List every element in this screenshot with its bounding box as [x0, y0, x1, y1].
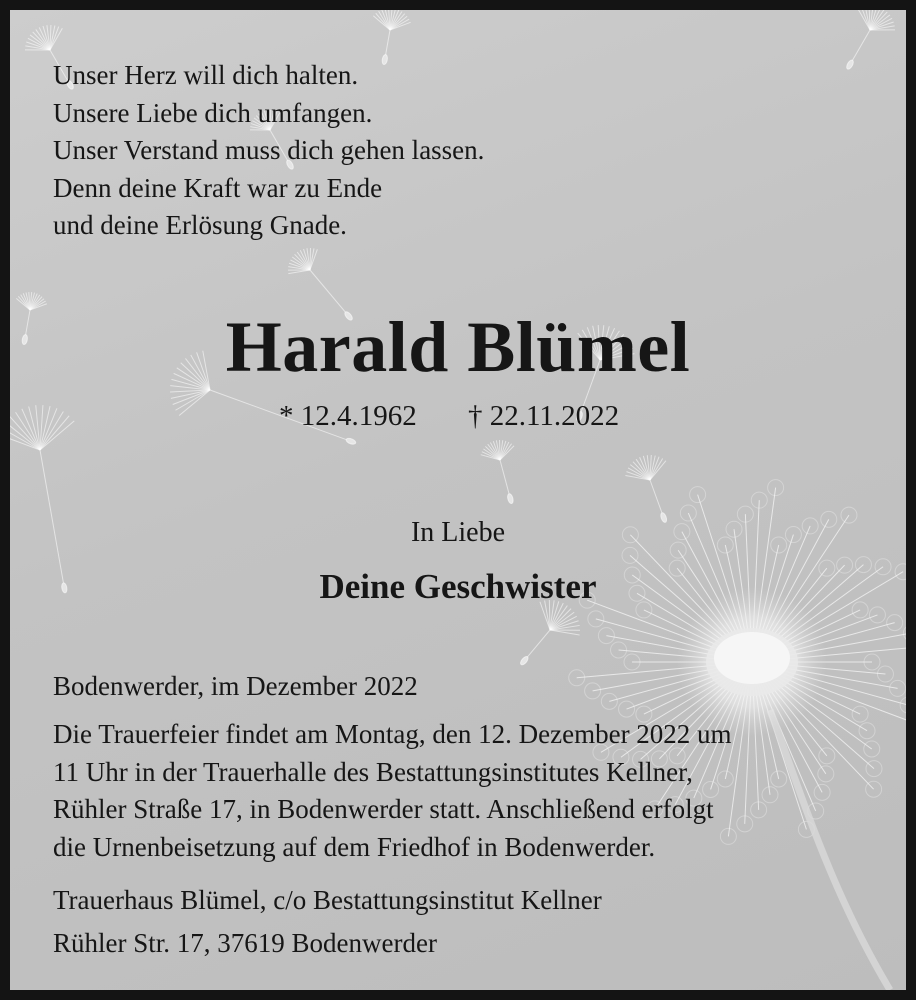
poem-line: Unsere Liebe dich umfangen. — [53, 97, 373, 128]
service-details — [53, 716, 732, 866]
poem — [53, 57, 484, 245]
birth-date: * 12.4.1962 — [279, 400, 417, 432]
place-and-date: Bodenwerder, im Dezember 2022 — [53, 671, 418, 701]
service-line: Die Trauerfeier findet am Montag, den 12. Dezember 2022 um — [53, 719, 732, 749]
death-date: † 22.11.2022 — [468, 400, 620, 432]
poem-line: Unser Verstand muss dich gehen lassen. — [53, 135, 485, 165]
service-line: 11 Uhr in der Trauerhalle des Bestattungsinstitutes Kellner, — [53, 756, 693, 787]
deceased-name: Harald Blümel — [225, 307, 691, 387]
mourning-house-address — [53, 879, 602, 965]
poem-line: Unser Herz will dich halten. — [53, 60, 359, 90]
service-line: Rühler Straße 17, in Bodenwerder statt. Anschließend erfolgt — [53, 794, 714, 824]
mourners-intro: In Liebe — [410, 517, 506, 548]
mourners-signers: Deine Geschwister — [319, 567, 597, 606]
poem-line: und deine Erlösung Gnade. — [53, 210, 347, 240]
poem-line: Denn deine Kraft war zu Ende — [53, 172, 383, 203]
service-line: die Urnenbeisetzung auf dem Friedhof in Bodenwerder. — [53, 831, 656, 862]
address-line: Trauerhaus Blümel, c/o Bestattungsinstitut Kellner — [53, 885, 602, 915]
address-line: Rühler Str. 17, 37619 Bodenwerder — [53, 928, 437, 958]
